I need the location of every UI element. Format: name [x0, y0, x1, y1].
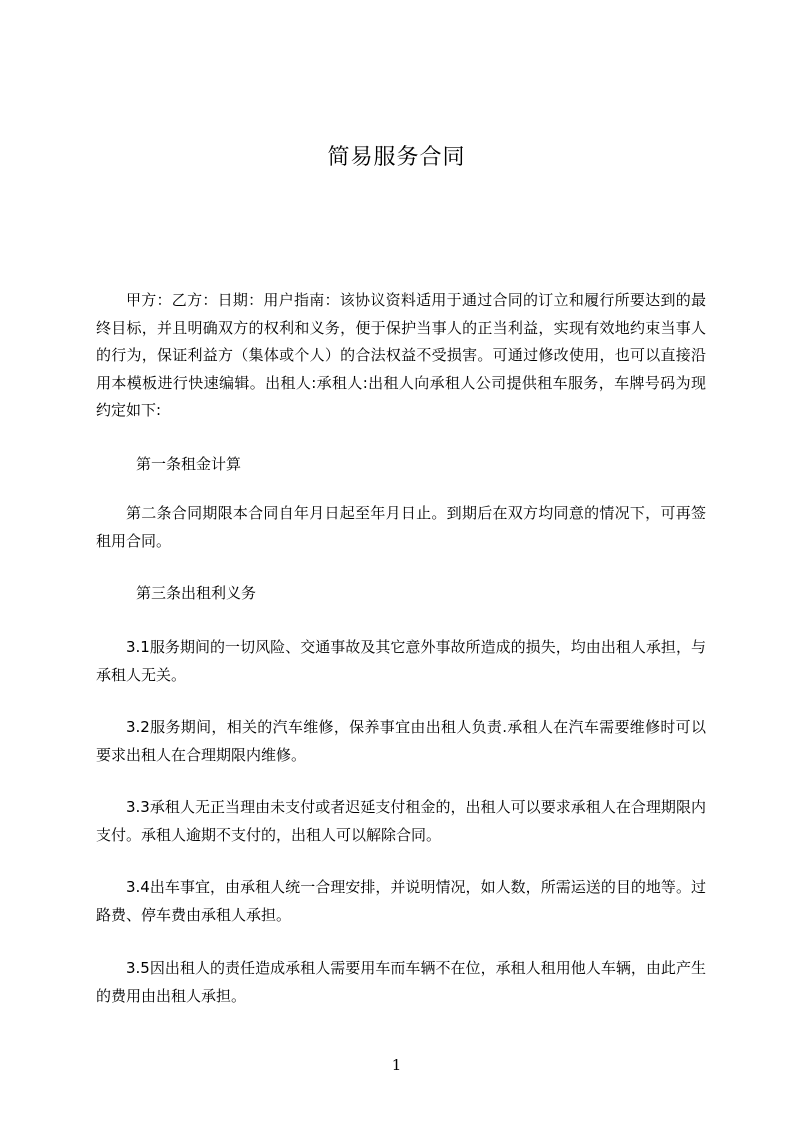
article-2-paragraph: 第二条合同期限本合同自年月日起至年月日止。到期后在双方均同意的情况下，可再签租用合同。	[96, 504, 706, 550]
clause-3-2-paragraph: 3.2服务期间，相关的汽车维修，保养事宜由出租人负责.承租人在汽车需要维修时可以要求出租人在合理期限内维修。	[96, 718, 706, 764]
clause-3-3-paragraph: 3.3承租人无正当理由未支付或者迟延支付租金的，出租人可以要求承租人在合理期限内支付。承租人逾期不支付的，出租人可以解除合同。	[96, 798, 706, 844]
clause-3-5-paragraph: 3.5因出租人的责任造成承租人需要用车而车辆不在位，承租人租用他人车辆，由此产生的费用由出租人承担。	[96, 959, 706, 1005]
clause-3-1-paragraph: 3.1服务期间的一切风险、交通事故及其它意外事故所造成的损失，均由出租人承担，与承租人无关。	[96, 638, 706, 684]
article-1-heading: 第一条租金计算	[136, 455, 242, 473]
clause-3-4-paragraph: 3.4出车事宜，由承租人统一合理安排，并说明情况，如人数，所需运送的目的地等。过路费、停车费由承租人承担。	[96, 878, 706, 924]
document-title: 简易服务合同	[327, 145, 466, 170]
page-number: 1	[391, 1056, 402, 1074]
intro-paragraph: 甲方：乙方：日期：用户指南：该协议资料适用于通过合同的订立和履行所要达到的最终目标，并且明确双方的权利和义务，便于保护当事人的正当利益，实现有效地约束当事人的行为，保证利益方（集体或个人）的合法权益不受损害。可通过修改使用，也可以直接沿用本模板进行快速编辑。出租人:承租人:出租人向承租人公司提供租车服务，车牌号码为现约定如下:	[96, 291, 706, 419]
article-3-heading: 第三条出租利义务	[136, 584, 257, 602]
